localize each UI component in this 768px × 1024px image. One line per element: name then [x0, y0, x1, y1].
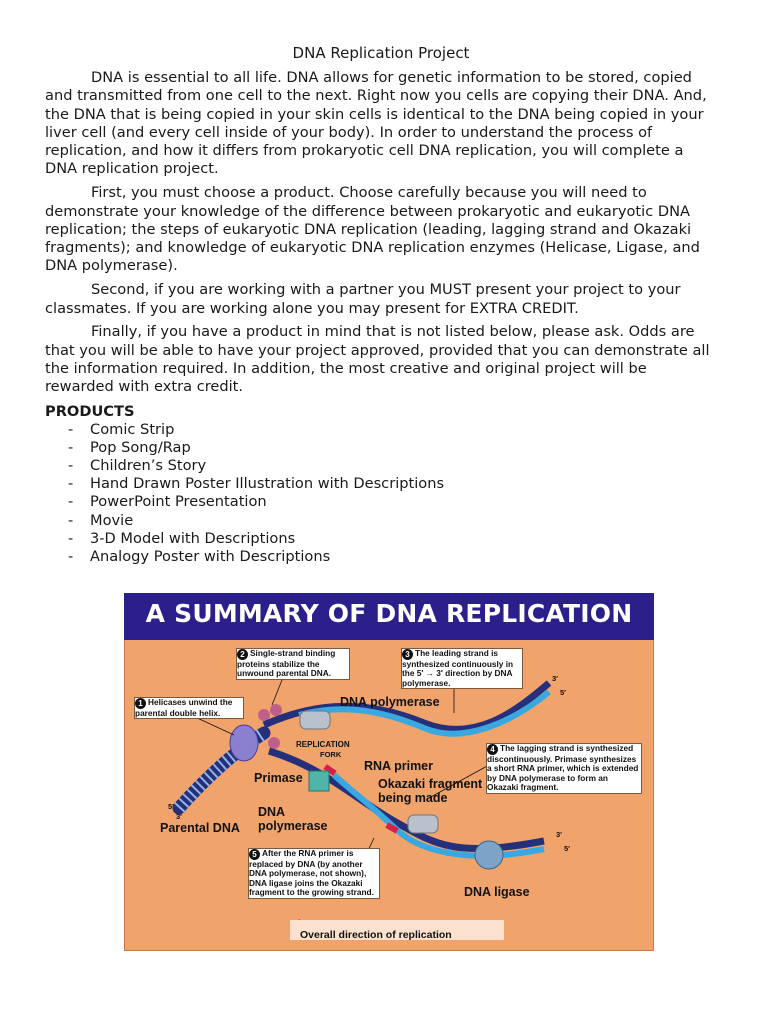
list-item: [45, 439, 717, 457]
paragraph-first: First, you must choose a product. Choose carefully because you will need to demonstrate your knowledge of the difference between prokaryotic and eukaryotic DNA replication; the steps of eukaryotic DNA replication (leading, lagging strand and Okazaki fragments); and knowledge of eukaryotic DNA replication enzymes (Helicase, Ligase, and DNA polymerase).: [45, 184, 700, 275]
label-rna-primer: RNA primer: [364, 759, 433, 773]
primase-icon: [309, 771, 329, 791]
step-number: 1: [135, 698, 146, 709]
figure-title: A SUMMARY OF DNA REPLICATION: [145, 599, 633, 628]
annotation-5: [248, 848, 380, 899]
bullet-dash: -: [68, 511, 74, 529]
list-item: [45, 530, 717, 548]
annotation-3: [401, 648, 523, 689]
list-item: [45, 475, 717, 493]
product-label: Hand Drawn Poster Illustration with Descriptions: [90, 475, 445, 493]
annotation-text: Helicases unwind the parental double helix.: [135, 697, 233, 718]
label-dna-pol-1: DNA: [258, 805, 286, 819]
bullet-dash: -: [68, 493, 74, 511]
step-number: 2: [237, 649, 248, 660]
annotation-text: The lagging strand is synthesized discontinuously. Primase synthesizes a short RNA primer, which is extended by DNA polymerase to form an Okazaki fragment.: [487, 743, 639, 793]
strand-end-label: 5′: [560, 688, 566, 697]
document-title: DNA Replication Project: [292, 44, 470, 62]
products-list: [45, 421, 717, 567]
label-okazaki-1: Okazaki fragment: [378, 777, 483, 791]
bullet-dash: -: [68, 456, 74, 474]
strand-end-label: 3′: [556, 830, 562, 839]
list-item: [45, 512, 717, 530]
dna-ligase-icon: [475, 841, 503, 869]
annotation-2: [236, 648, 350, 680]
step-number: 3: [402, 649, 413, 660]
step-number: 4: [487, 744, 498, 755]
list-item: [45, 493, 717, 511]
product-label: Pop Song/Rap: [90, 438, 191, 456]
list-item: [45, 457, 717, 475]
label-parental-dna: Parental DNA: [160, 821, 240, 835]
list-item: [45, 548, 717, 566]
dna-replication-figure: [124, 593, 654, 951]
product-label: PowerPoint Presentation: [90, 493, 267, 511]
document: [45, 44, 717, 566]
bullet-dash: -: [68, 475, 74, 493]
bullet-dash: -: [68, 529, 74, 547]
bullet-dash: -: [68, 438, 74, 456]
strand-end-label: 5′: [564, 844, 570, 853]
annotation-text: The leading strand is synthesized continuously in the 5′ → 3′ direction by DNA polymerase.: [402, 648, 514, 688]
product-label: Comic Strip: [90, 420, 175, 438]
product-label: Children’s Story: [90, 456, 207, 474]
step-number: 5: [249, 849, 260, 860]
dna-polymerase-icon: [300, 711, 330, 729]
strand-end-label: 5′: [168, 802, 174, 811]
product-label: 3-D Model with Descriptions: [90, 529, 296, 547]
annotation-4: [486, 743, 642, 794]
label-dna-ligase: DNA ligase: [464, 885, 530, 899]
label-dna-polymerase-top: DNA polymerase: [340, 695, 440, 709]
product-label: Movie: [90, 511, 134, 529]
strand-end-label: 3′: [176, 812, 182, 821]
label-replication: REPLICATION: [296, 740, 350, 749]
paragraph-second: Second, if you are working with a partner you MUST present your project to your classmates. If you are working alone you may present for EXTRA CREDIT.: [45, 281, 681, 317]
annotation-1: [134, 697, 244, 719]
dna-polymerase-icon: [408, 815, 438, 833]
ssb-protein-icon: [258, 709, 270, 721]
bullet-dash: -: [68, 420, 74, 438]
strand-end-label: 3′: [552, 674, 558, 683]
annotation-text: After the RNA primer is replaced by DNA (by another DNA polymerase, not shown), DNA ligase joins the Okazaki fragment to the growing strand.: [249, 848, 374, 898]
overall-direction-label: Overall direction of replication: [300, 929, 452, 941]
bullet-dash: -: [68, 547, 74, 565]
paragraph-intro: DNA is essential to all life. DNA allows for genetic information to be stored, copied and transmitted from one cell to the next. Right now you cells are copying their DNA. And, the DNA that is being copied in your skin cells is identical to the DNA being copied in your liver cell (and every cell inside of your body). In order to understand the process of replication, and how it differs from prokaryotic cell DNA replication, you will complete a DNA replication project.: [45, 69, 707, 178]
label-okazaki-2: being made: [378, 791, 448, 805]
paragraph-finally: Finally, if you have a product in mind that is not listed below, please ask. Odds are that you will be able to have your project approved, provided that you can demonstrate all the information required. In addition, the most creative and original project will be rewarded with extra credit.: [45, 323, 710, 396]
helicase-icon: [230, 725, 258, 761]
label-primase: Primase: [254, 771, 303, 785]
ssb-protein-icon: [270, 704, 282, 716]
products-heading: PRODUCTS: [45, 402, 135, 420]
label-fork: FORK: [320, 750, 342, 759]
ssb-protein-icon: [268, 737, 280, 749]
product-label: Analogy Poster with Descriptions: [90, 547, 331, 565]
annotation-text: Single-strand binding proteins stabilize the unwound parental DNA.: [237, 648, 336, 679]
label-dna-pol-2: polymerase: [258, 819, 328, 833]
list-item: [45, 421, 717, 439]
